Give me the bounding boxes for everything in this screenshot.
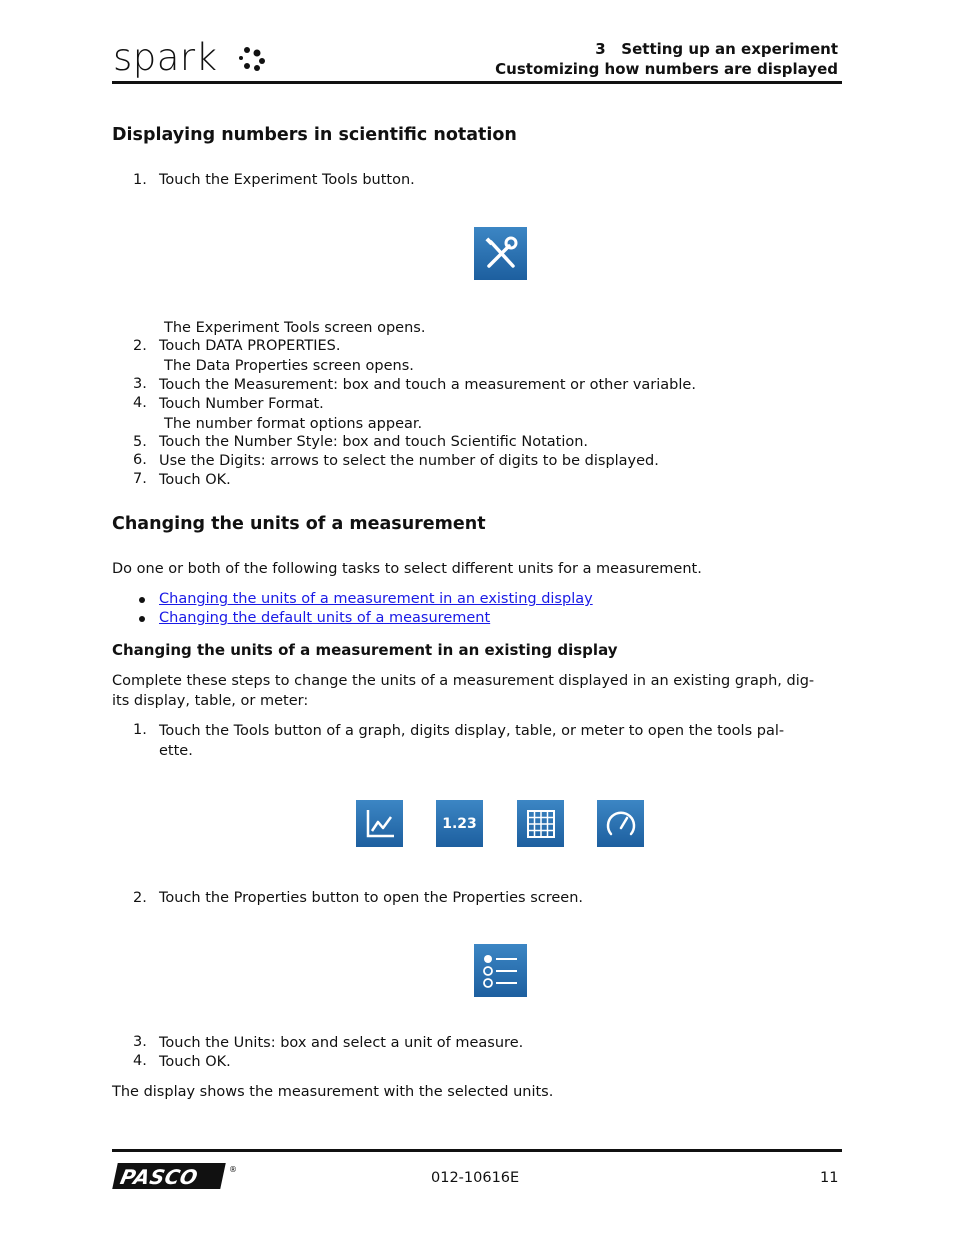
step-note: The number format options appear. <box>164 416 423 432</box>
registered-mark: ® <box>229 1165 237 1174</box>
subsection-heading: Changing the units of a measurement in an existing display <box>112 641 618 659</box>
step-text: Use the Digits: arrows to select the number of digits to be displayed. <box>159 453 659 469</box>
digits-icon-text: 1.23 <box>442 815 477 832</box>
step-number: 1. <box>133 722 147 738</box>
step-text: Touch the Tools button of a graph, digits display, table, or meter to open the tools pal- <box>159 723 785 739</box>
step-number: 1. <box>133 172 147 188</box>
link-existing-display[interactable]: Changing the units of a measurement in an existing display <box>159 591 593 607</box>
footer-rule <box>112 1149 842 1152</box>
step-note: The Experiment Tools screen opens. <box>164 320 426 336</box>
step-text-continued: ette. <box>159 743 193 759</box>
section-heading-scientific-notation: Displaying numbers in scientific notation <box>112 125 517 145</box>
chapter-title: 3 Setting up an experiment <box>595 40 838 58</box>
bullet-dot <box>139 616 145 622</box>
step-number: 3. <box>133 1034 147 1050</box>
spark-logo-text: spark <box>113 36 218 79</box>
running-header <box>495 39 838 79</box>
section-title: Customizing how numbers are displayed <box>495 60 838 78</box>
step-text: Touch the Measurement: box and touch a measurement or other variable. <box>159 377 696 393</box>
pasco-logo-text: PASCO <box>118 1165 201 1189</box>
step-text: Touch the Properties button to open the Properties screen. <box>159 890 584 906</box>
step-number: 4. <box>133 1053 147 1069</box>
step-number: 2. <box>133 338 147 354</box>
subsection-intro-line: Complete these steps to change the units of a measurement displayed in an existing graph, dig- <box>112 673 815 689</box>
step-number: 4. <box>133 395 147 411</box>
step-text: Touch Number Format. <box>159 396 324 412</box>
pasco-logo <box>112 1163 226 1189</box>
section-heading-units: Changing the units of a measurement <box>112 514 486 534</box>
meter-icon <box>597 800 644 847</box>
step-text: Touch the Number Style: box and touch Scientific Notation. <box>159 434 589 450</box>
step-number: 3. <box>133 376 147 392</box>
step-text: Touch DATA PROPERTIES. <box>159 338 341 354</box>
subsection-intro-line: its display, table, or meter: <box>112 693 309 709</box>
step-number: 5. <box>133 434 147 450</box>
step-number: 2. <box>133 890 147 906</box>
step-text: Touch the Experiment Tools button. <box>159 172 415 188</box>
step-text: Touch OK. <box>159 472 231 488</box>
table-icon <box>517 800 564 847</box>
graph-icon <box>356 800 403 847</box>
page-number: 11 <box>820 1170 839 1186</box>
closing-text: The display shows the measurement with the selected units. <box>112 1084 554 1100</box>
step-text: Touch OK. <box>159 1054 231 1070</box>
bullet-dot <box>139 597 145 603</box>
digits-icon <box>436 800 483 847</box>
document-number: 012-10616E <box>431 1170 520 1186</box>
spark-logo-dots-icon <box>238 44 274 74</box>
step-note: The Data Properties screen opens. <box>164 358 414 374</box>
step-number: 6. <box>133 452 147 468</box>
section-intro: Do one or both of the following tasks to select different units for a measurement. <box>112 561 702 577</box>
header-rule <box>112 81 842 84</box>
step-text: Touch the Units: box and select a unit of measure. <box>159 1035 524 1051</box>
link-default-units[interactable]: Changing the default units of a measurement <box>159 610 491 626</box>
experiment-tools-icon <box>474 227 527 280</box>
step-number: 7. <box>133 471 147 487</box>
properties-icon <box>474 944 527 997</box>
